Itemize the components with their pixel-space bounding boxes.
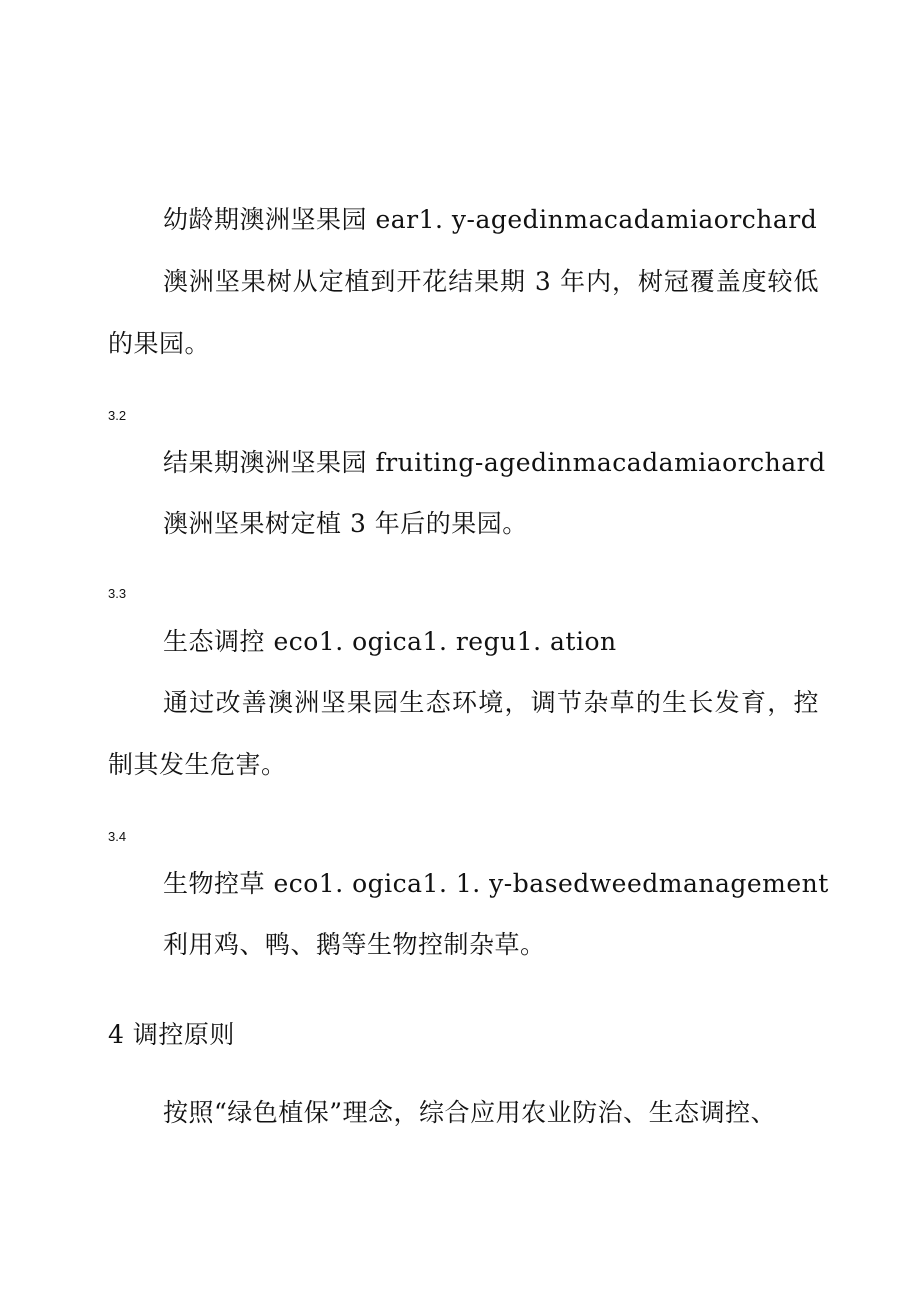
clause-number-3-4: 3.4	[108, 829, 127, 844]
section-4-paragraph-line-1: 按照“绿色植保”理念，综合应用农业防治、生态调控、	[163, 1098, 777, 1127]
clause-number-3-2: 3.2	[108, 408, 127, 423]
definition-ecological-regulation-line-2: 制其发生危害。	[108, 750, 287, 779]
term-biological-weed-control: 生物控草 eco1. ogica1. 1. y-basedweedmanagement	[163, 869, 829, 898]
clause-number-3-3: 3.3	[108, 586, 127, 601]
term-fruiting-orchard: 结果期澳洲坚果园 fruiting-agedinmacadamiaorchard	[163, 448, 826, 477]
definition-early-orchard-line-2: 的果园。	[108, 329, 211, 358]
section-heading-4: 4 调控原则	[108, 1020, 235, 1049]
definition-biological-weed-control: 利用鸡、鸭、鹅等生物控制杂草。	[163, 930, 546, 959]
term-early-orchard: 幼龄期澳洲坚果园 ear1. y-agedinmacadamiaorchard	[163, 205, 818, 234]
term-ecological-regulation: 生态调控 eco1. ogica1. regu1. ation	[163, 627, 617, 656]
definition-fruiting-orchard: 澳洲坚果树定植 3 年后的果园。	[163, 509, 528, 538]
definition-ecological-regulation-line-1: 通过改善澳洲坚果园生态环境，调节杂草的生长发育，控	[163, 688, 819, 717]
definition-early-orchard-line-1: 澳洲坚果树从定植到开花结果期 3 年内，树冠覆盖度较低	[163, 267, 819, 296]
